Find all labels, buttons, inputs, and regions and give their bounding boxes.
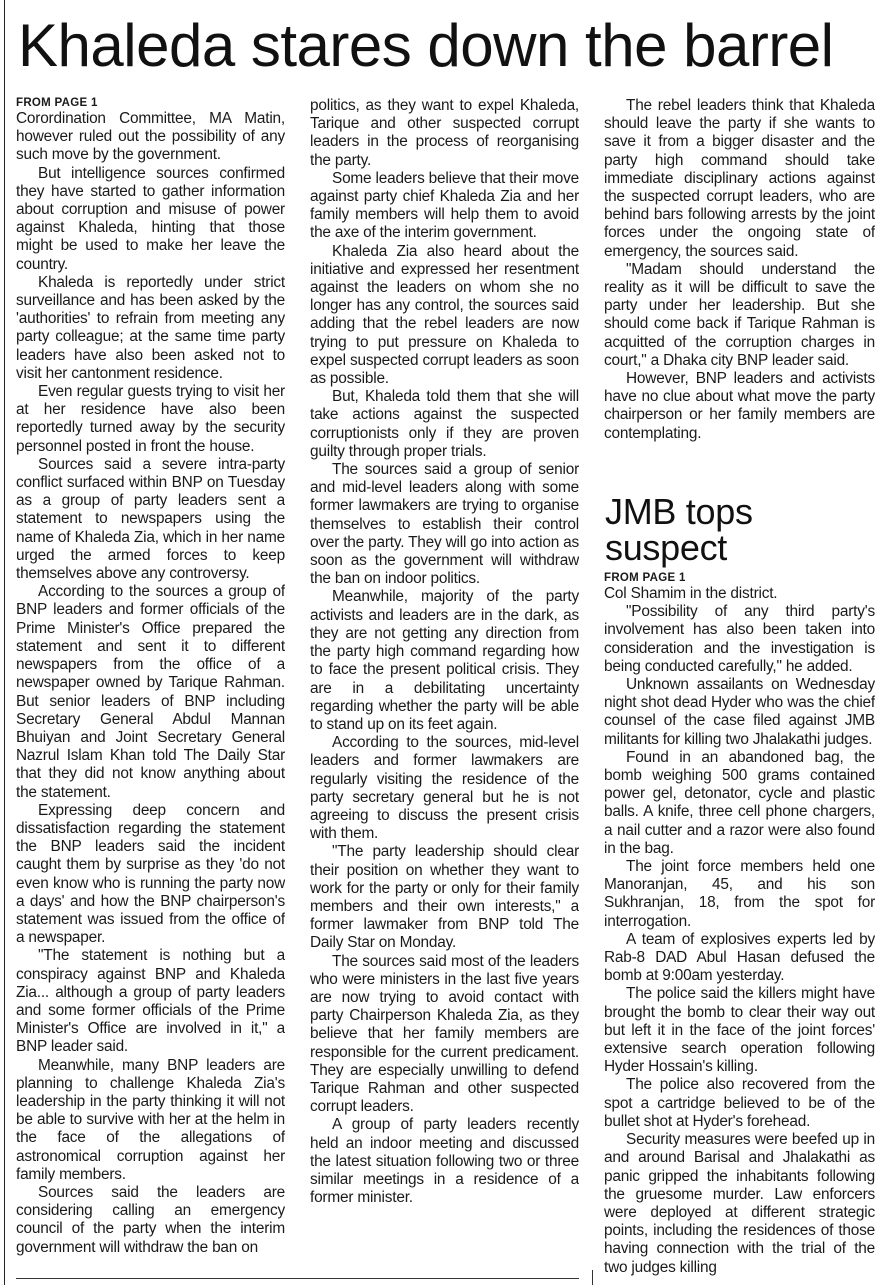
jmb-article-column (604, 572, 875, 1285)
paragraph: The sources said a group of senior and mid-level leaders along with some former lawmakers are trying to organise themselves to establish their control over the party. They will go into action as soon as the government will withdraw the ban on indoor politics. (310, 461, 579, 588)
paragraph: The sources said most of the leaders who were ministers in the last five years are now trying to avoid contact with party Chairperson Khaleda Zia, as they believe that her family members are responsible for the current predicament. They are especially unwilling to defend Tarique Rahman and other suspected corrupt leaders. (310, 952, 579, 1116)
paragraph: Meanwhile, majority of the party activists and leaders are in the dark, as they are not getting any direction from the party high command regarding how to face the present political crisis. They are in a debilitating uncertainty regarding whether the party will be able to stand up on its feet again. (310, 588, 579, 733)
paragraph: The police said the killers might have brought the bomb to clear their way out but left it in the face of the joint forces' extensive search operation following Hyder Hossain's killing. (604, 985, 875, 1076)
paragraph: Some leaders believe that their move against party chief Khaleda Zia and her family members will help them to avoid the axe of the interim government. (310, 169, 579, 242)
paragraph: The rebel leaders think that Khaleda should leave the party if she wants to save it from a bigger disaster and the party high command should take immediate disciplinary actions against the suspected corrupt leaders, who are behind bars following arrests by the joint forces under the ongoing state of emergency, the sources said. (604, 97, 875, 260)
paragraph: Sources said a severe intra-party conflict surfaced within BNP on Tuesday as a group of party leaders sent a statement to newspapers using the name of Khaleda Zia, which in her name urged the armed forces to keep themselves above any controversy. (16, 455, 285, 583)
paragraph: Meanwhile, many BNP leaders are planning to challenge Khaleda Zia's leadership in the party thinking it will not be able to survive with her at the helm in the face of the allegations of astronomical corruption against her family members. (16, 1056, 285, 1183)
paragraph: Security measures were beefed up in and around Barisal and Jhalakathi as panic gripped the inhabitants following the gruesome murder. Law enforcers were deployed at different strategic points, including the residences of those having connection with the trial of the two judges killing (604, 1131, 875, 1276)
paragraph: politics, as they want to expel Khaleda, Tarique and other suspected corrupt leaders in the process of reorganising the party. (310, 97, 579, 169)
paragraph: "The statement is nothing but a conspiracy against BNP and Khaleda Zia... although a group of party leaders and some former officials of the Prime Minister's Office are involved in it," a BNP leader said. (16, 947, 285, 1056)
bottom-rule (16, 1278, 579, 1279)
paragraph: Corordination Committee, MA Matin, however ruled out the possibility of any such move by the government. (16, 110, 285, 164)
left-column-rule (4, 0, 5, 1285)
paragraph: According to the sources a group of BNP leaders and former officials of the Prime Minister's Office prepared the statement and sent it to different newspapers from the office of a newspaper owned by Tarique Rahman. But senior leaders of BNP including Secretary General Abdul Mannan Bhuiyan and Joint Secretary General Nazrul Islam Khan told The Daily Star that they did not know anything about the statement. (16, 583, 285, 801)
paragraph: According to the sources, mid-level leaders and former lawmakers are regularly visiting the residence of the party secretary general but he is not agreeing to discuss the present crisis with them. (310, 734, 579, 843)
continuation-kicker: FROM PAGE 1 (604, 572, 686, 584)
paragraph: "Possibility of any third party's involvement has also been taken into consideration and the investigation is being conducted carefully," he added. (604, 603, 875, 675)
paragraph: Khaleda Zia also heard about the initiative and expressed her resentment against the leaders on whom she no longer has any control, the sources said adding that the rebel leaders are now trying to put pressure on Khaleda to expel suspected corrupt leaders as soon as possible. (310, 242, 579, 388)
paragraph: Unknown assailants on Wednesday night shot dead Hyder who was the chief counsel of the case filed against JMB militants for killing two Jhalakathi judges. (604, 676, 875, 748)
paragraph: Col Shamim in the district. (604, 585, 778, 602)
paragraph: However, BNP leaders and activists have no clue about what move the party chairperson or her family members are contemplating. (604, 370, 875, 442)
paragraph: Sources said the leaders are considering calling an emergency council of the party when the interim government will withdraw the ban on (16, 1183, 285, 1256)
paragraph: A group of party leaders recently held an indoor meeting and discussed the latest situation following two or three similar meetings in a residence of a former minister. (310, 1116, 579, 1207)
jmb-headline: JMB tops suspect (605, 491, 753, 568)
paragraph: A team of explosives experts led by Rab-8 DAD Abul Hasan defused the bomb at 9:00am yesterday. (604, 930, 875, 985)
article-column-1 (16, 97, 285, 1272)
paragraph: The joint force members held one Manoranjan, 45, and his son Sukhranjan, 18, from the spot for interrogation. (604, 858, 875, 930)
paragraph: The police also recovered from the spot a cartridge believed to be of the bullet shot at Hyder's forehead. (604, 1076, 875, 1130)
article-headline: Khaleda stares down the barrel (18, 12, 834, 79)
column-divider (592, 1270, 593, 1285)
paragraph: Found in an abandoned bag, the bomb weighing 500 grams contained power gel, detonator, cycle and plastic balls. A knife, three cell phone chargers, a nail cutter and a razor were also found in the bag. (604, 748, 875, 857)
paragraph: But, Khaleda told them that she will take actions against the suspected corruptionists only if they are proven guilty through proper trials. (310, 388, 579, 460)
continuation-kicker: FROM PAGE 1 (16, 97, 98, 109)
paragraph: Even regular guests trying to visit her at her residence have also been reportedly turned away by the security personnel posted in front the house. (16, 383, 285, 455)
paragraph: Expressing deep concern and dissatisfaction regarding the statement the BNP leaders said the incident caught them by surprise as they 'do not even know who is running the party now a days' and how the BNP chairperson's statement was issued from the office of a newspaper. (16, 801, 285, 947)
paragraph: Khaleda is reportedly under strict surveillance and has been asked by the 'authorities' to refrain from meeting any party colleague; at the same time party leaders have also been asked not to visit her cantonment residence. (16, 273, 285, 382)
paragraph: But intelligence sources confirmed they have started to gather information about corruption and misuse of power against Khaleda, hinting that those might be used to make her leave the country. (16, 164, 285, 273)
article-column-3 (604, 97, 875, 469)
article-column-2 (310, 97, 579, 1257)
paragraph: "The party leadership should clear their position on whether they want to work for the party or only for their family members and their own interests," a former lawmaker from BNP told The Daily Star on Monday. (310, 843, 579, 952)
paragraph: "Madam should understand the reality as it will be difficult to save the party under her leadership. But she should come back if Tarique Rahman is acquitted of the corruption charges in court," a Dhaka city BNP leader said. (604, 260, 875, 369)
